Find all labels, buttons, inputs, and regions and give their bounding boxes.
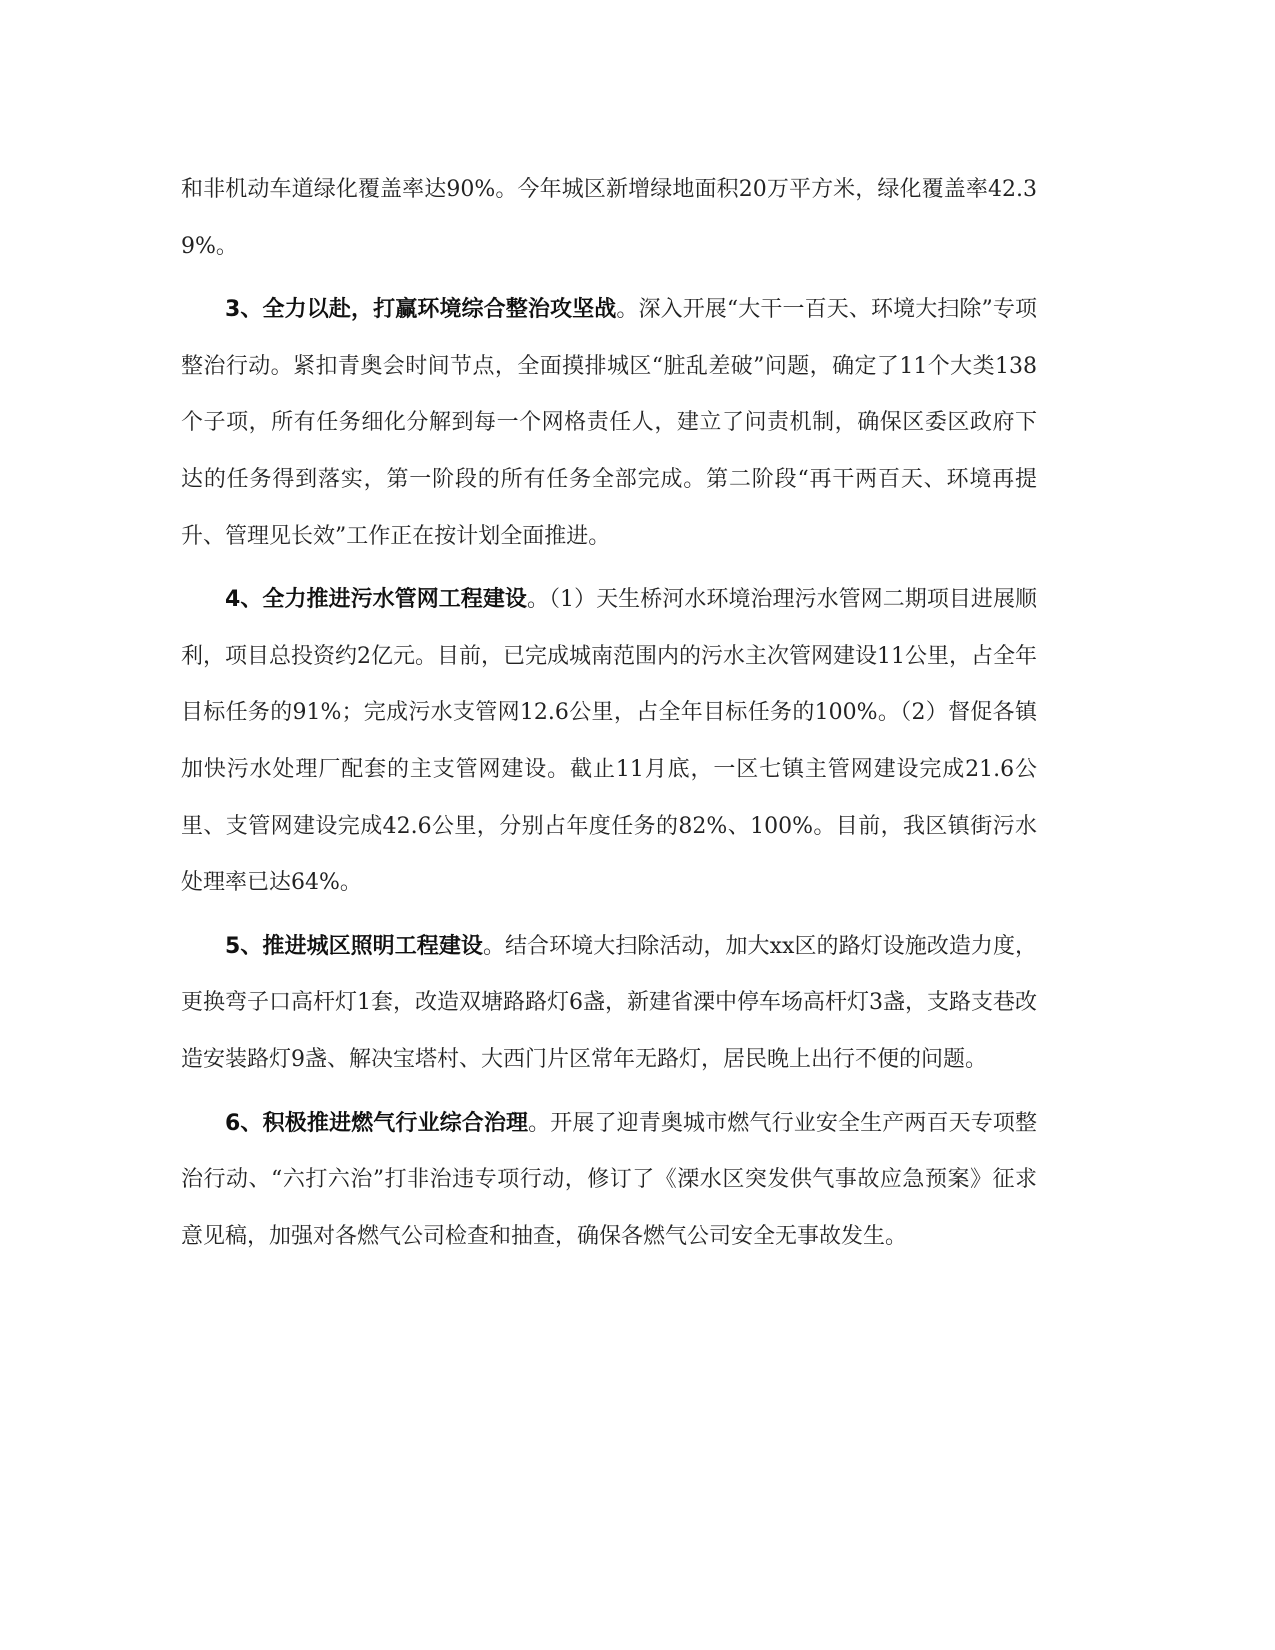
paragraph-lighting-project [181, 919, 1037, 1089]
paragraph-gas-industry [181, 1096, 1037, 1266]
paragraph-text: 。深入开展“大干一百天、环境大扫除”专项整治行动。紧扣青奥会时间节点，全面摸排城区“脏乱差破”问题，确定了11个大类138个子项，所有任务细化分解到每一个网格责任人，建立了问责机制，确保区委区政府下达的任务得到落实，第一阶段的所有任务全部完成。第二阶段“再干两百天、环境再提升、管理见长效”工作正在按计划全面推进。 [181, 297, 1038, 549]
paragraph-sewage-network [181, 572, 1037, 912]
document-body [181, 162, 1037, 1272]
paragraph-heading: 5、推进城区照明工程建设 [225, 933, 483, 959]
paragraph-heading: 6、积极推进燃气行业综合治理 [225, 1110, 529, 1136]
paragraph-text: 。结合环境大扫除活动，加大xx区的路灯设施改造力度，更换弯子口高杆灯1套，改造双塘路路灯6盏，新建省溧中停车场高杆灯3盏，支路支巷改造安装路灯9盏、解决宝塔村、大西门片区常年无路灯，居民晚上出行不便的问题。 [181, 933, 1037, 1072]
paragraph-heading: 3、全力以赴，打赢环境综合整治攻坚战 [225, 297, 617, 323]
paragraph-heading: 4、全力推进污水管网工程建设 [225, 587, 527, 613]
paragraph-greening-continued [181, 162, 1037, 275]
paragraph-text: 。开展了迎青奥城市燃气行业安全生产两百天专项整治行动、“六打六治”打非治违专项行动，修订了《溧水区突发供气事故应急预案》征求意见稿，加强对各燃气公司检查和抽查，确保各燃气公司安全无事故发生。 [181, 1110, 1037, 1249]
paragraph-environment-campaign [181, 282, 1037, 565]
paragraph-text: 。（1）天生桥河水环境治理污水管网二期项目进展顺利，项目总投资约2亿元。目前，已完成城南范围内的污水主次管网建设11公里，占全年目标任务的91%；完成污水支管网12.6公里，占全年目标任务的100%。（2）督促各镇加快污水处理厂配套的主支管网建设。截止11月底，一区七镇主管网建设完成21.6公里、支管网建设完成42.6公里，分别占年度任务的82%、100%。目前，我区镇街污水处理率已达64%。 [181, 587, 1038, 896]
paragraph-text: 和非机动车道绿化覆盖率达90%。今年城区新增绿地面积20万平方米，绿化覆盖率42.39%。 [181, 177, 1037, 259]
